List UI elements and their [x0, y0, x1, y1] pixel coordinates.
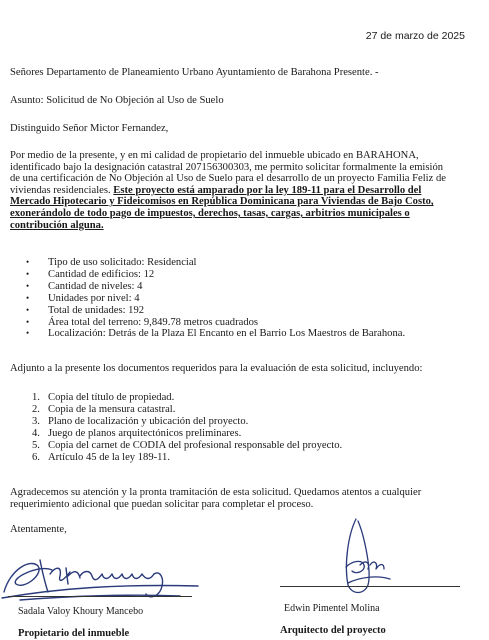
list-item: 2. Copia de la mensura catastral.	[32, 403, 176, 415]
intro-paragraph	[10, 150, 484, 231]
owner-name: Sadala Valoy Khoury Mancebo	[18, 606, 144, 617]
list-item: • Área total del terreno: 9,849.78 metros cuadrados	[34, 317, 405, 329]
list-item: 1. Copia del título de propiedad.	[32, 392, 175, 403]
owner-signature-line	[8, 596, 192, 597]
list-item: • Cantidad de edificios: 12	[34, 269, 405, 281]
legal-basis-highlight: Este proyecto está amparado por la ley 189-11 para el Desarrollo del	[113, 184, 422, 196]
closing-line-2: requerimiento adicional que puedan solicitar para completar el proceso.	[10, 498, 314, 510]
greeting-line: Distinguido Señor Mictor Fernandez,	[10, 123, 169, 134]
list-item: • Total de unidades: 192	[34, 305, 405, 317]
list-item: • Localización: Detrás de la Plaza El Encanto en el Barrio Los Maestros de Barahona.	[34, 328, 405, 340]
list-item: 3. Plano de localización y ubicación del proyecto.	[32, 415, 249, 427]
architect-name: Edwin Pimentel Molina	[284, 603, 380, 614]
documents-intro: Adjunto a la presente los documentos requeridos para la evaluación de esta solicitud, incluyendo:	[10, 363, 423, 374]
intro-line-3: de una certificación de No Objeción al Uso de Suelo para el desarrollo de un proyecto Familia Feliz de	[10, 173, 446, 185]
architect-signature-line	[280, 586, 460, 587]
sign-off: Atentamente,	[10, 524, 67, 535]
intro-line-1: Por medio de la presente, y en mi calidad de propietario del inmueble ubicado en BARAHONA,	[10, 150, 419, 161]
list-item: 4. Juego de planos arquitectónicos preliminares.	[32, 427, 242, 439]
intro-line-5: Mercado Hipotecario y Fideicomisos en República Dominicana para Viviendas de Bajo Costo,	[10, 196, 434, 208]
project-details-list	[34, 257, 405, 340]
closing-line-1: Agradecemos su atención y la pronta tramitación de esta solicitud. Quedamos atentos a cualquier	[10, 487, 422, 498]
intro-line-6: exonerándolo de todo pago de impuestos, derechos, tasas, cargas, arbitrios municipales o	[10, 207, 410, 219]
architect-role: Arquitecto del proyecto	[280, 625, 386, 636]
list-item: • Tipo de uso solicitado: Residencial	[34, 257, 405, 269]
architect-signature-image	[318, 515, 418, 600]
intro-line-2: identificado bajo la designación catastral 207156300303, me permito solicitar formalmente la emisión	[10, 161, 444, 173]
list-item: 5. Copia del carnet de CODIA del profesional responsable del proyecto.	[32, 439, 343, 451]
subject-line: Asunto: Solicitud de No Objeción al Uso de Suelo	[10, 95, 224, 106]
intro-line-4-plain: viviendas residenciales.	[10, 184, 114, 196]
recipient-line: Señores Departamento de Planeamiento Urbano Ayuntamiento de Barahona Presente. -	[10, 67, 379, 78]
intro-line-4	[10, 185, 484, 197]
documents-list	[32, 392, 342, 463]
list-item: 6. Artículo 45 de la ley 189-11.	[32, 451, 170, 463]
closing-paragraph	[10, 487, 484, 510]
list-item: • Cantidad de niveles: 4	[34, 281, 405, 293]
owner-role: Propietario del inmueble	[18, 628, 130, 639]
intro-line-7: contribución alguna.	[10, 219, 104, 231]
list-item: • Unidades por nivel: 4	[34, 293, 405, 305]
letter-date: 27 de marzo de 2025	[365, 30, 465, 42]
